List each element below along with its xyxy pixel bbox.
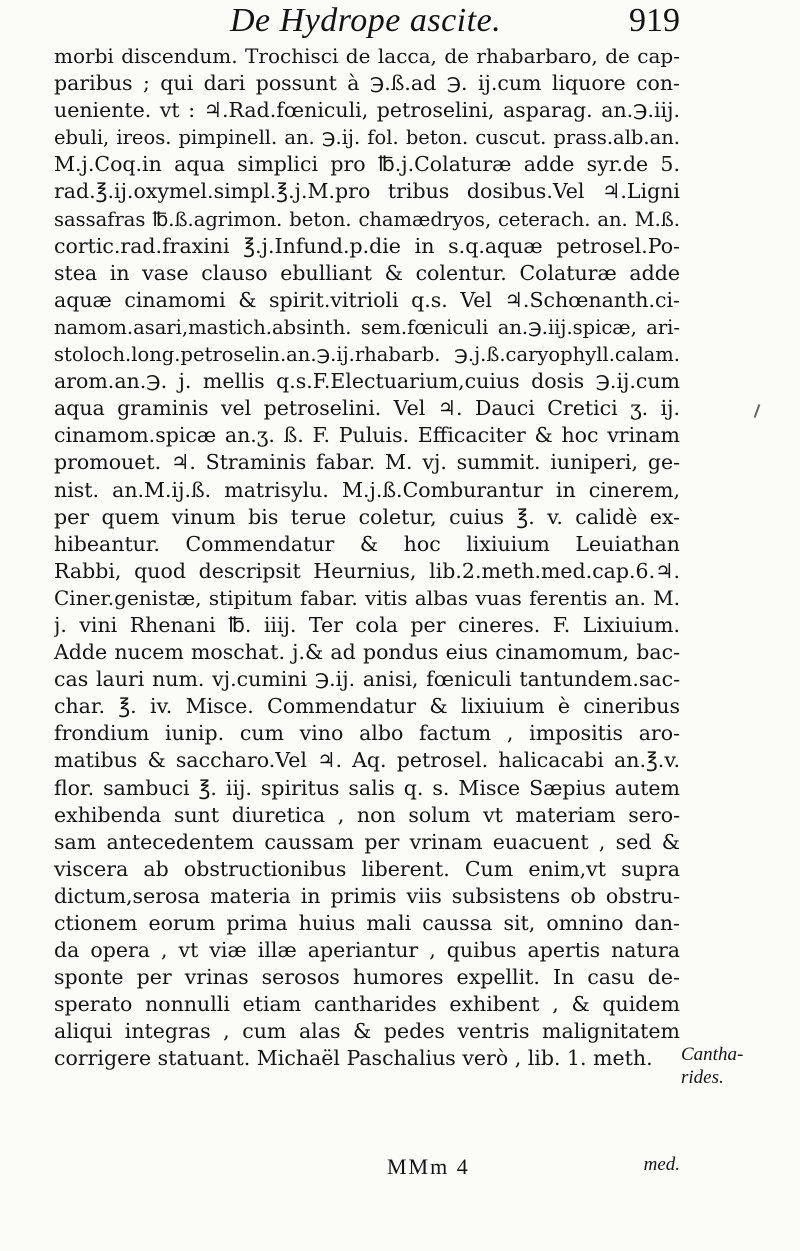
text-line: Rabbi, quod descripsit Heurnius, lib.2.meth.med.cap.6.♃.	[54, 558, 680, 583]
running-title: De Hydrope ascite.	[230, 2, 502, 39]
text-line: stoloch.long.petroselin.an.℈.ij.rhabarb. ℈.j.ß.caryophyll.calam.	[54, 343, 680, 367]
text-line: Ciner.genistæ, stipitum fabar. vitis albas vuas ferentis an. M.	[54, 585, 680, 610]
text-line: hibeantur. Commendatur & hoc lixiuium Leuiathan	[54, 531, 680, 556]
text-line: char. ℥. iv. Misce. Commendatur & lixiuium è cineribus	[54, 694, 680, 719]
margin-note-line: Cantha-	[681, 1044, 744, 1065]
text-line: frondium iunip. cum vino albo factum , impositis aro-	[54, 721, 680, 746]
text-line: j. vini Rhenani ℔. iiij. Ter cola per cineres. F. Lixiuium.	[54, 612, 680, 637]
margin-note-line: rides.	[681, 1067, 724, 1088]
text-line: promouet. ♃. Straminis fabar. M. vj. summit. iuniperi, ge-	[54, 450, 680, 475]
text-line: ctionem eorum prima huius mali caussa sit, omnino dan-	[54, 911, 680, 935]
text-line: ebuli, ireos. pimpinell. an. ℈.ij. fol. beton. cuscut. prass.alb.an.	[54, 126, 680, 150]
catchword: med.	[643, 1154, 680, 1175]
text-line: sam antecedentem caussam per vrinam euacuent , sed &	[54, 829, 680, 854]
text-line: aliqui integras , cum alas & pedes ventris malignitatem	[54, 1019, 680, 1044]
page-footer	[54, 1154, 680, 1184]
text-line: ueniente. vt : ♃.Rad.fœniculi, petroselini, asparag. an.℈.iij.	[54, 98, 680, 123]
text-line: stea in vase clauso ebulliant & colentur. Colaturæ adde	[54, 260, 680, 285]
text-line: aquæ cinamomi & spirit.vitrioli q.s. Vel ♃.Schœnanth.ci-	[54, 287, 680, 312]
page-number: 919	[629, 2, 680, 39]
body-text	[54, 43, 680, 1073]
text-line: corrigere statuant. Michaël Paschalius verò , lib. 1. meth.	[54, 1046, 653, 1071]
text-line: arom.an.℈. j. mellis q.s.F.Electuarium,cuius dosis ℈.ij.cum	[54, 369, 680, 394]
text-line: matibus & saccharo.Vel ♃. Aq. petrosel. halicacabi an.℥.v.	[54, 748, 680, 773]
text-line: da opera , vt viæ illæ aperiantur , quibus apertis natura	[54, 938, 680, 963]
text-line: cinamom.spicæ an.ʒ. ß. F. Puluis. Efficaciter & hoc vrinam	[54, 423, 680, 448]
text-line: per quem vinum bis terue coletur, cuius ℥. v. calidè ex-	[54, 504, 680, 529]
text-line: sperato nonnulli etiam cantharides exhibent , & quidem	[54, 992, 680, 1017]
margin-mark	[754, 404, 761, 418]
margin-note	[681, 1043, 743, 1089]
text-line: nist. an.M.ij.ß. matrisylu. M.j.ß.Comburantur in cinerem,	[54, 477, 680, 502]
text-line: Adde nucem moschat. j.& ad pondus eius cinamomum, bac-	[54, 640, 680, 665]
text-line: viscera ab obstructionibus liberent. Cum enim,vt supra	[54, 856, 680, 881]
text-line: rad.℥.ij.oxymel.simpl.℥.j.M.pro tribus dosibus.Vel ♃.Ligni	[54, 179, 680, 204]
text-line: sponte per vrinas serosos humores expellit. In casu de-	[54, 965, 680, 990]
text-line: cas lauri num. vj.cumini ℈.ij. anisi, fœniculi tantundem.sac-	[54, 667, 680, 692]
text-line: namom.asari,mastich.absinth. sem.fœniculi an.℈.iij.spicæ, ari-	[54, 315, 680, 339]
text-line: sassafras ℔.ß.agrimon. beton. chamædryos, ceterach. an. M.ß.	[54, 207, 680, 231]
text-line: aqua graminis vel petroselini. Vel ♃. Dauci Cretici ʒ. ij.	[54, 396, 680, 421]
text-line: flor. sambuci ℥. iij. spiritus salis q. s. Misce Sæpius autem	[54, 775, 680, 800]
text-line: morbi discendum. Trochisci de lacca, de rhabarbaro, de cap-	[54, 44, 680, 68]
text-line: M.j.Coq.in aqua simplici pro ℔.j.Colaturæ adde syr.de 5.	[54, 152, 680, 177]
text-line: cortic.rad.fraxini ℥.j.Infund.p.die in s.q.aquæ petrosel.Po-	[54, 233, 680, 258]
text-line: paribus ; qui dari possunt à ℈.ß.ad ℈. ij.cum liquore con-	[54, 71, 680, 96]
page-header	[230, 2, 680, 42]
text-line: dictum,serosa materia in primis viis subsistens ob obstru-	[54, 883, 680, 908]
text-line: exhibenda sunt diuretica , non solum vt materiam sero-	[54, 802, 680, 827]
signature-mark: MMm 4	[387, 1154, 470, 1179]
